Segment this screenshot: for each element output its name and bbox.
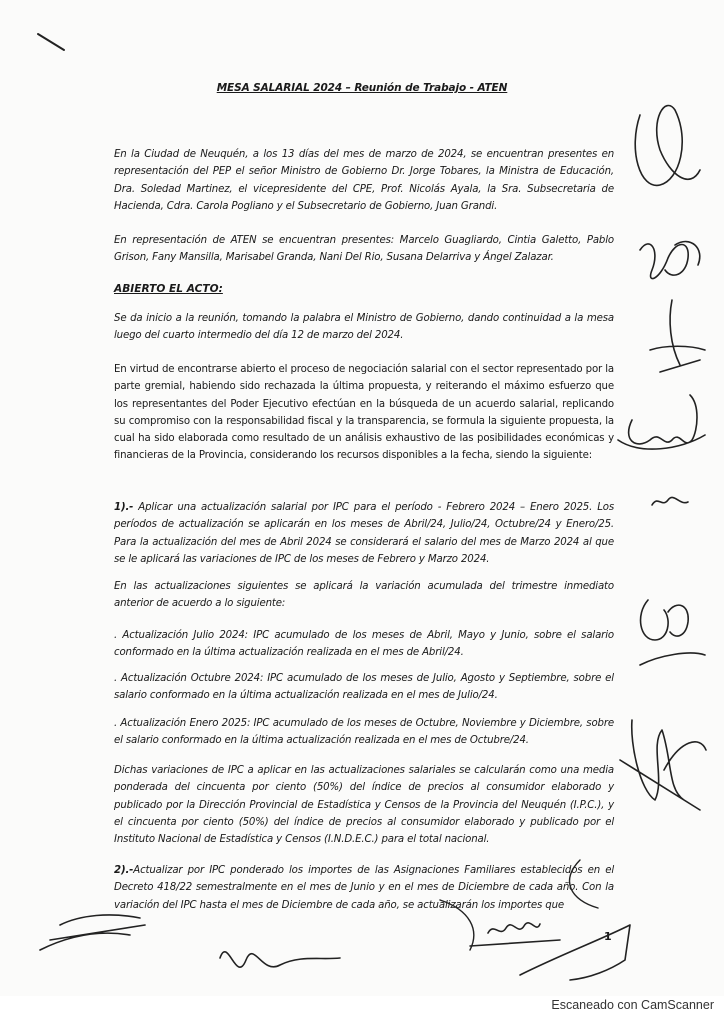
item-2-number: 2).- xyxy=(114,865,134,876)
document-title: MESA SALARIAL 2024 – Reunión de Trabajo - ATEN xyxy=(216,82,508,94)
heading-open-act: ABIERTO EL ACTO: xyxy=(114,283,223,295)
item-2 xyxy=(114,862,614,914)
paragraph-attendees-government: En la Ciudad de Neuquén, a los 13 días del mes de marzo de 2024, se encuentran presentes en representación del PEP el señor Ministro de Gobierno Dr. Jorge Tobares, la Ministra de Educación, Dra. Soledad Martinez, el vicepresidente del CPE, Prof. Nicolás Ayala, la Sra. Subsecretaria de Hacienda, Cdra. Carola Pogliano y el Subsecretario de Gobierno, Juan Grandi. xyxy=(114,149,614,212)
item-1-text: Aplicar una actualización salarial por IPC para el período - Febrero 2024 – Enero 2025. Los períodos de actualización se aplicarán en los meses de Abril/24, Julio/24, Octubre/24 y Enero/25. Para la actualización del mes de Abril 2024 se considerará el salario del mes de Marzo 2024 al que se le aplicará las variaciones de IPC de los meses de Febrero y Marzo 2024. xyxy=(114,502,614,565)
update-october-2024: . Actualización Octubre 2024: IPC acumulado de los meses de Julio, Agosto y Septiembre, sobre el salario conformado en la última actualización realizada en el mes de Julio/24. xyxy=(114,673,614,702)
update-january-2025: . Actualización Enero 2025: IPC acumulado de los meses de Octubre, Noviembre y Diciembre, sobre el salario conformado en la última actualización realizada en el mes de Octubre/24. xyxy=(114,718,614,747)
item-2-text: Actualizar por IPC ponderado los importes de las Asignaciones Familiares establecidos en el Decreto 418/22 semestralmente en el mes de Junio y en el mes de Diciembre de cada año. Con la variación del IPC hasta el mes de Diciembre de cada año, se actualizarán los importes que xyxy=(114,865,614,911)
item-1 xyxy=(114,499,614,568)
item-1-number: 1).- xyxy=(114,502,134,513)
paragraph-proposal-intro: En virtud de encontrarse abierto el proceso de negociación salarial con el sector representado por la parte gremial, habiendo sido rechazada la última propuesta, y reiterando el máximo esfuerzo que los representantes del Poder Ejecutivo efectúan en la búsqueda de un acuerdo salarial, replicando su compromiso con la responsabilidad fiscal y la transparencia, se formula la siguiente propuesta, la cual ha sido elaborada como resultado de un análisis exhaustivo de las posibilidades económicas y financieras de la Provincia, considerando los recursos disponibles a la fecha, siendo la siguiente: xyxy=(114,364,614,462)
page-number: 1 xyxy=(604,930,612,943)
scanner-watermark: Escaneado con CamScanner xyxy=(551,998,714,1012)
paragraph-meeting-start: Se da inicio a la reunión, tomando la palabra el Ministro de Gobierno, dando continuidad a la mesa luego del cuarto intermedio del día 12 de marzo del 2024. xyxy=(114,313,614,342)
paragraph-ipc-calculation: Dichas variaciones de IPC a aplicar en las actualizaciones salariales se calcularán como una media ponderada del cincuenta por ciento (50%) del índice de precios al consumidor elaborado y publicado por la Dirección Provincial de Estadística y Censos de la Provincia del Neuquén (I.P.C.), y el cincuenta por ciento (50%) del índice de precios al consumidor elaborado y publicado por el Instituto Nacional de Estadística y Censos (I.N.D.E.C.) para el total nacional. xyxy=(114,765,614,846)
paragraph-subsequent-updates: En las actualizaciones siguientes se aplicará la variación acumulada del trimestre inmediato anterior de acuerdo a lo siguiente: xyxy=(114,581,614,610)
update-july-2024: . Actualización Julio 2024: IPC acumulado de los meses de Abril, Mayo y Junio, sobre el salario conformado en la última actualización realizada en el mes de Abril/24. xyxy=(114,630,614,659)
paragraph-attendees-aten: En representación de ATEN se encuentran presentes: Marcelo Guagliardo, Cintia Galetto, Pablo Grison, Fany Mansilla, Marisabel Granda, Nani Del Rio, Susana Delarriva y Ángel Zalazar. xyxy=(114,235,614,264)
